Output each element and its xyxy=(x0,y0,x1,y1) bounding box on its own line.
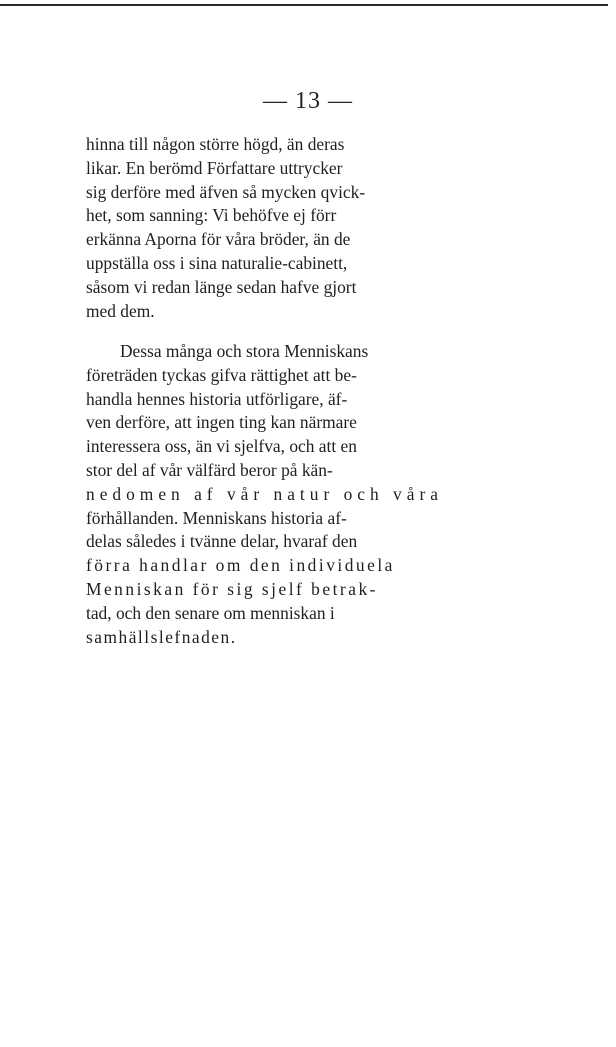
text-line: likar. En berömd Författare uttrycker xyxy=(86,157,343,178)
text-line: tad, och den senare om menniskan i xyxy=(86,602,335,623)
text-line: handla hennes historia utförligare, äf- xyxy=(86,388,348,409)
text-line: uppställa oss i sina naturalie-cabinett, xyxy=(86,252,348,273)
paragraph-1 xyxy=(86,133,481,323)
text-line: Dessa många och stora Menniskans xyxy=(120,341,369,361)
text-line: stor del af vår välfärd beror på kän- xyxy=(86,459,333,480)
text-line: förhållanden. Menniskans historia af- xyxy=(86,507,347,528)
text-line: Menniskan för sig sjelf betrak- xyxy=(86,578,378,599)
text-line: förra handlar om den individuela xyxy=(86,555,395,576)
text-line: såsom vi redan länge sedan hafve gjort xyxy=(86,276,357,297)
text-line: hinna till någon större högd, än deras xyxy=(86,134,345,154)
page-number-header: — 13 — xyxy=(263,88,353,114)
text-line: het, som sanning: Vi behöfve ej förr xyxy=(86,205,337,226)
text-line: företräden tyckas gifva rättighet att be- xyxy=(86,364,357,385)
text-line: sig derföre med äfven så mycken qvick- xyxy=(86,181,366,202)
text-line: med dem. xyxy=(86,300,155,321)
text-line: nedomen af vår natur och våra xyxy=(86,483,443,504)
text-line: ven derföre, att ingen ting kan närmare xyxy=(86,412,357,433)
text-line: erkänna Aporna för våra bröder, än de xyxy=(86,229,351,250)
text-line: interessera oss, än vi sjelfva, och att en xyxy=(86,436,357,457)
top-edge-rule xyxy=(0,4,608,6)
text-line: delas således i tvänne delar, hvaraf den xyxy=(86,531,358,552)
paragraph-2 xyxy=(86,340,481,649)
text-line: samhällslefnaden. xyxy=(86,626,237,647)
